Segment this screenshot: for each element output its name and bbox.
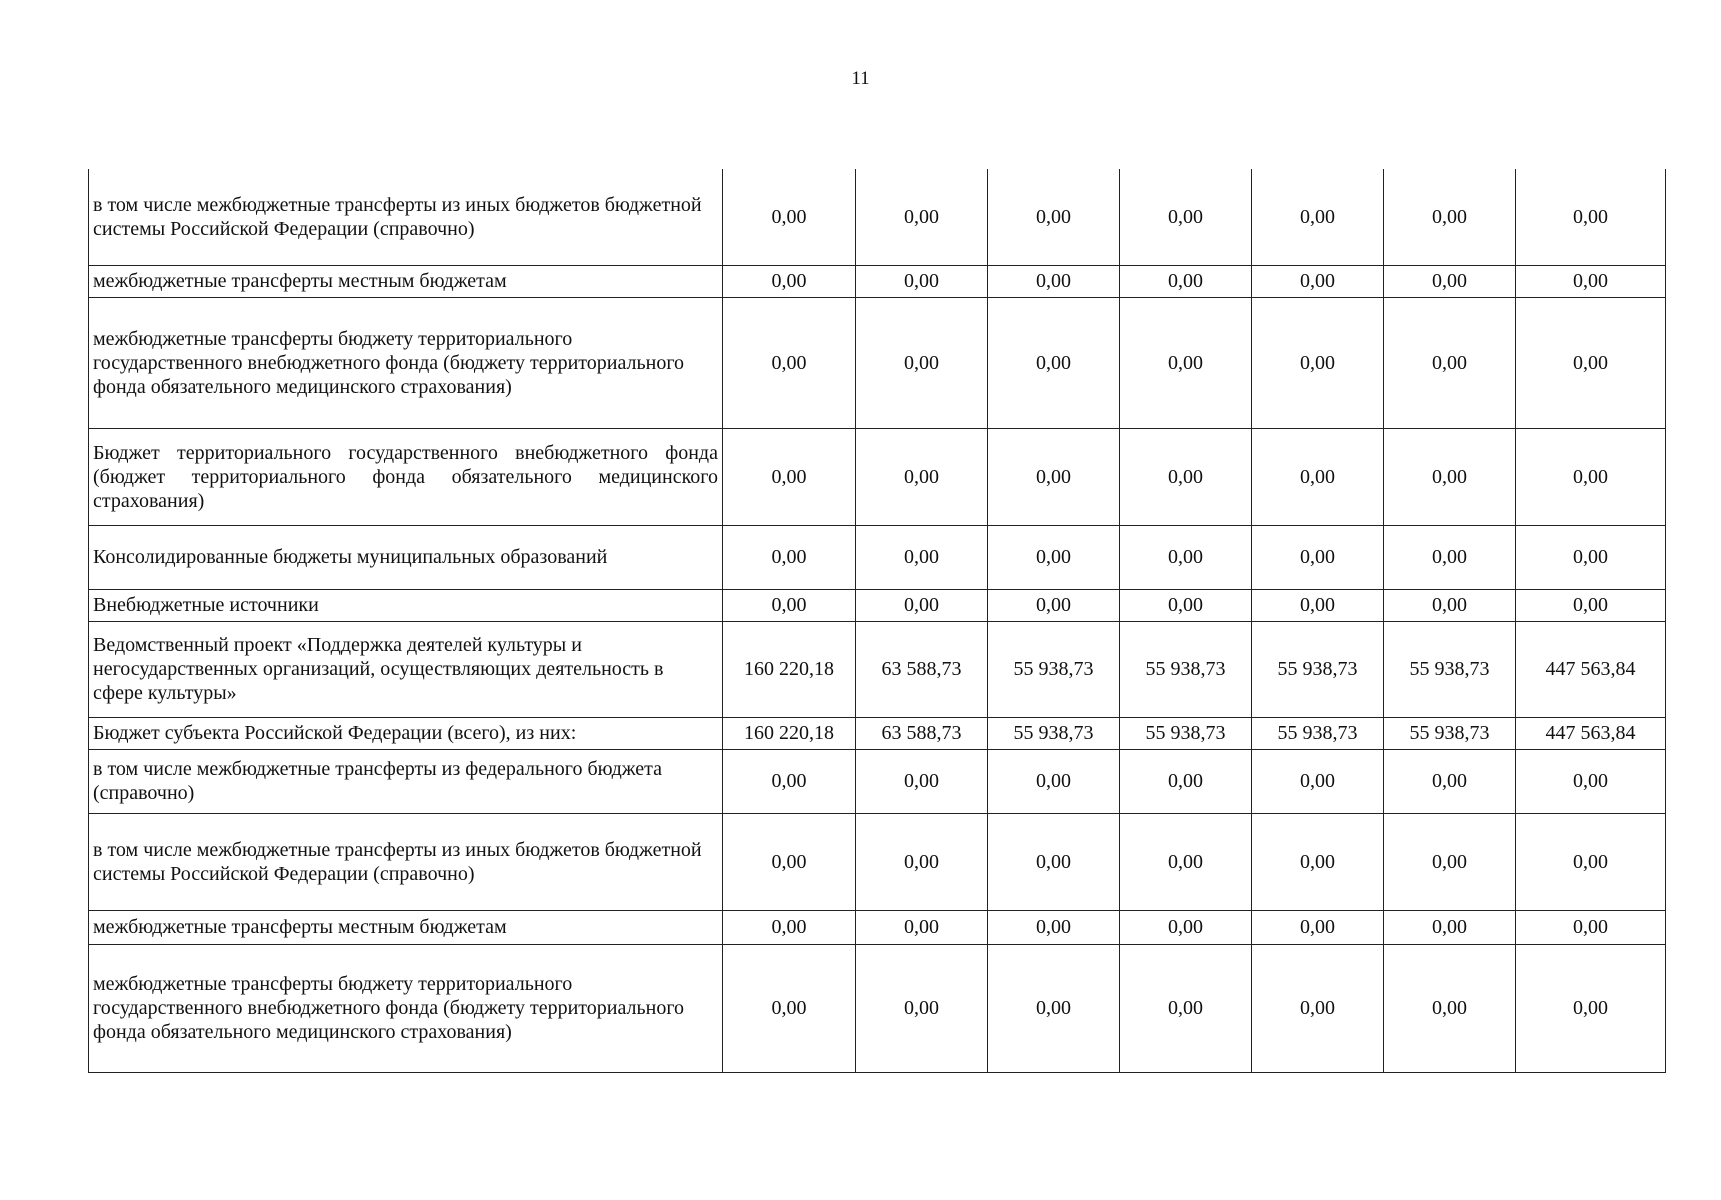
value-cell: 0,00 [856, 265, 988, 297]
value-cell: 0,00 [1516, 589, 1666, 621]
value-cell: 0,00 [1384, 265, 1516, 297]
value-cell: 0,00 [856, 944, 988, 1072]
value-cell: 0,00 [723, 265, 856, 297]
table-row [89, 717, 1666, 749]
value-cell: 0,00 [1120, 169, 1252, 265]
row-label: межбюджетные трансферты местным бюджетам [89, 265, 723, 297]
value-cell: 0,00 [1516, 169, 1666, 265]
value-cell: 0,00 [723, 944, 856, 1072]
row-label: Консолидированные бюджеты муниципальных образований [89, 525, 723, 589]
value-cell: 55 938,73 [1120, 621, 1252, 717]
value-cell: 0,00 [1516, 749, 1666, 813]
value-cell: 0,00 [1252, 749, 1384, 813]
value-cell: 0,00 [1516, 525, 1666, 589]
value-cell: 0,00 [856, 589, 988, 621]
value-cell: 0,00 [1252, 589, 1384, 621]
row-label: в том числе межбюджетные трансферты из иных бюджетов бюджетной системы Российской Федерации (справочно) [89, 813, 723, 910]
value-cell: 0,00 [988, 265, 1120, 297]
value-cell: 0,00 [1384, 589, 1516, 621]
value-cell: 0,00 [1384, 910, 1516, 944]
value-cell: 0,00 [1516, 265, 1666, 297]
value-cell: 0,00 [1120, 910, 1252, 944]
value-cell: 447 563,84 [1516, 621, 1666, 717]
value-cell: 55 938,73 [1252, 621, 1384, 717]
value-cell: 0,00 [988, 169, 1120, 265]
value-cell: 0,00 [1120, 297, 1252, 428]
row-label: Бюджет территориального государственного внебюджетного фонда (бюджет территориального фонда обязательного медицинского страхования) [89, 428, 723, 525]
value-cell: 0,00 [723, 749, 856, 813]
value-cell: 0,00 [1384, 525, 1516, 589]
value-cell: 0,00 [1384, 944, 1516, 1072]
row-label: межбюджетные трансферты местным бюджетам [89, 910, 723, 944]
row-label: межбюджетные трансферты бюджету территориального государственного внебюджетного фонда (бюджету территориального фонда обязательного медицинского страхования) [89, 297, 723, 428]
table-row [89, 589, 1666, 621]
value-cell: 63 588,73 [856, 621, 988, 717]
value-cell: 0,00 [1120, 428, 1252, 525]
value-cell: 0,00 [1384, 297, 1516, 428]
value-cell: 0,00 [723, 428, 856, 525]
row-label: в том числе межбюджетные трансферты из иных бюджетов бюджетной системы Российской Федерации (справочно) [89, 169, 723, 265]
value-cell: 0,00 [1252, 910, 1384, 944]
value-cell: 0,00 [1252, 169, 1384, 265]
value-cell: 55 938,73 [1120, 717, 1252, 749]
table-row [89, 428, 1666, 525]
value-cell: 55 938,73 [988, 717, 1120, 749]
value-cell: 0,00 [1516, 910, 1666, 944]
value-cell: 0,00 [1120, 265, 1252, 297]
value-cell: 160 220,18 [723, 621, 856, 717]
value-cell: 0,00 [1252, 525, 1384, 589]
value-cell: 0,00 [856, 813, 988, 910]
value-cell: 0,00 [1120, 813, 1252, 910]
value-cell: 0,00 [723, 297, 856, 428]
value-cell: 0,00 [1516, 813, 1666, 910]
value-cell: 0,00 [1120, 944, 1252, 1072]
value-cell: 0,00 [723, 910, 856, 944]
row-label: в том числе межбюджетные трансферты из федерального бюджета (справочно) [89, 749, 723, 813]
value-cell: 0,00 [1252, 428, 1384, 525]
table-row [89, 944, 1666, 1072]
value-cell: 0,00 [1516, 944, 1666, 1072]
value-cell: 0,00 [723, 589, 856, 621]
value-cell: 0,00 [988, 749, 1120, 813]
value-cell: 0,00 [1384, 169, 1516, 265]
value-cell: 55 938,73 [988, 621, 1120, 717]
value-cell: 447 563,84 [1516, 717, 1666, 749]
value-cell: 0,00 [988, 525, 1120, 589]
value-cell: 0,00 [1252, 944, 1384, 1072]
table-row [89, 265, 1666, 297]
value-cell: 0,00 [1384, 428, 1516, 525]
value-cell: 0,00 [856, 297, 988, 428]
value-cell: 0,00 [723, 813, 856, 910]
row-label: Внебюджетные источники [89, 589, 723, 621]
page-number: 11 [851, 68, 870, 89]
row-label: межбюджетные трансферты бюджету территориального государственного внебюджетного фонда (бюджету территориального фонда обязательного медицинского страхования) [89, 944, 723, 1072]
table-row [89, 749, 1666, 813]
value-cell: 0,00 [1252, 813, 1384, 910]
value-cell: 0,00 [1120, 589, 1252, 621]
value-cell: 0,00 [1120, 525, 1252, 589]
value-cell: 0,00 [856, 525, 988, 589]
table-row [89, 621, 1666, 717]
value-cell: 55 938,73 [1384, 621, 1516, 717]
table-row [89, 169, 1666, 265]
budget-table [88, 169, 1666, 1073]
value-cell: 0,00 [1252, 297, 1384, 428]
table-row [89, 297, 1666, 428]
value-cell: 0,00 [1120, 749, 1252, 813]
value-cell: 63 588,73 [856, 717, 988, 749]
value-cell: 0,00 [988, 297, 1120, 428]
row-label: Бюджет субъекта Российской Федерации (всего), из них: [89, 717, 723, 749]
value-cell: 0,00 [988, 428, 1120, 525]
value-cell: 55 938,73 [1252, 717, 1384, 749]
table-row [89, 910, 1666, 944]
value-cell: 0,00 [988, 589, 1120, 621]
value-cell: 0,00 [856, 749, 988, 813]
value-cell: 0,00 [1516, 297, 1666, 428]
table-row [89, 525, 1666, 589]
value-cell: 0,00 [723, 169, 856, 265]
value-cell: 0,00 [988, 813, 1120, 910]
value-cell: 0,00 [723, 525, 856, 589]
value-cell: 0,00 [856, 169, 988, 265]
value-cell: 0,00 [988, 944, 1120, 1072]
value-cell: 55 938,73 [1384, 717, 1516, 749]
value-cell: 0,00 [1384, 749, 1516, 813]
value-cell: 0,00 [988, 910, 1120, 944]
value-cell: 0,00 [1252, 265, 1384, 297]
value-cell: 160 220,18 [723, 717, 856, 749]
value-cell: 0,00 [1516, 428, 1666, 525]
value-cell: 0,00 [1384, 813, 1516, 910]
row-label: Ведомственный проект «Поддержка деятелей культуры и негосударственных организаций, осуществляющих деятельность в сфере культуры» [89, 621, 723, 717]
value-cell: 0,00 [856, 910, 988, 944]
value-cell: 0,00 [856, 428, 988, 525]
table-row [89, 813, 1666, 910]
